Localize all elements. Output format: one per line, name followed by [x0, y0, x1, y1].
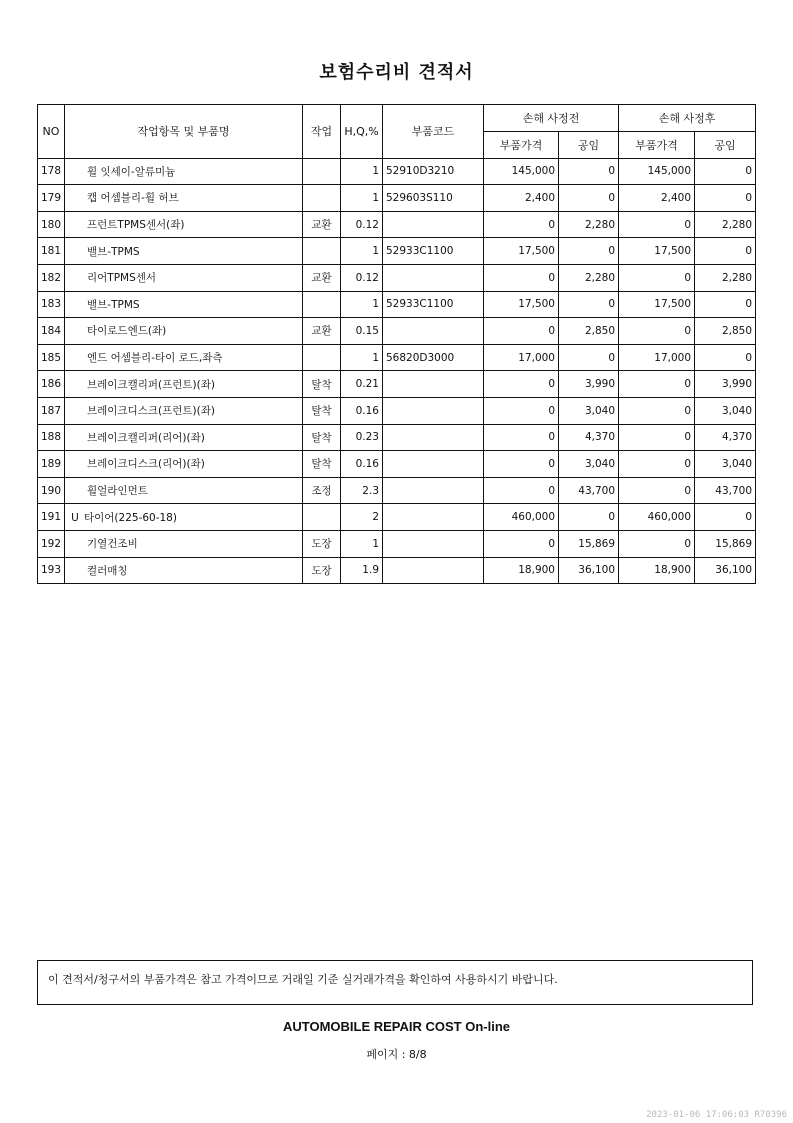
cell-part-code — [383, 371, 484, 398]
cell-before-labor: 3,040 — [559, 397, 619, 424]
cell-work: 교환 — [303, 211, 341, 238]
cell-hq: 1 — [341, 291, 383, 318]
cell-before-labor: 0 — [559, 291, 619, 318]
cell-before-labor: 0 — [559, 185, 619, 212]
cell-work — [303, 344, 341, 371]
cell-work — [303, 504, 341, 531]
cell-hq: 1 — [341, 530, 383, 557]
cell-part-code: 56820D3000 — [383, 344, 484, 371]
cell-no: 182 — [38, 264, 65, 291]
cell-item — [65, 504, 303, 531]
cell-no: 188 — [38, 424, 65, 451]
cell-after-part-price: 18,900 — [619, 557, 695, 584]
cell-after-labor: 3,040 — [695, 397, 756, 424]
cell-no: 192 — [38, 530, 65, 557]
cell-before-part-price: 0 — [484, 371, 559, 398]
cell-item-text: 타이어(225-60-18) — [84, 511, 177, 524]
cell-after-part-price: 0 — [619, 530, 695, 557]
cell-no: 180 — [38, 211, 65, 238]
cell-part-code: 52933C1100 — [383, 291, 484, 318]
cell-part-code — [383, 318, 484, 345]
page-number: 페이지 : 8/8 — [366, 1048, 427, 1061]
cell-item: 기열건조비 — [65, 530, 303, 557]
cell-item: 브레이크디스크(리어)(좌) — [65, 451, 303, 478]
cell-after-labor: 0 — [695, 344, 756, 371]
cell-item: 프런트TPMS센서(좌) — [65, 211, 303, 238]
cell-work — [303, 238, 341, 265]
cell-work: 도장 — [303, 557, 341, 584]
cell-after-part-price: 17,500 — [619, 291, 695, 318]
cell-part-code: 52910D3210 — [383, 158, 484, 185]
cell-after-labor: 3,040 — [695, 451, 756, 478]
cell-work — [303, 291, 341, 318]
cell-no: 190 — [38, 477, 65, 504]
cell-after-part-price: 0 — [619, 371, 695, 398]
table-body — [38, 158, 756, 584]
cell-hq: 1 — [341, 158, 383, 185]
cell-work — [303, 158, 341, 185]
cell-before-labor: 2,280 — [559, 264, 619, 291]
cell-before-part-price: 17,500 — [484, 291, 559, 318]
header-after-group: 손해 사정후 — [619, 105, 756, 132]
cell-hq: 0.16 — [341, 451, 383, 478]
cell-before-labor: 0 — [559, 238, 619, 265]
cell-after-labor: 0 — [695, 504, 756, 531]
header-hq: H,Q,% — [341, 105, 383, 159]
table-row — [38, 397, 756, 424]
cell-item: 컬러매칭 — [65, 557, 303, 584]
cell-part-code — [383, 477, 484, 504]
cell-before-part-price: 0 — [484, 211, 559, 238]
cell-after-labor: 4,370 — [695, 424, 756, 451]
cell-before-labor: 36,100 — [559, 557, 619, 584]
cell-after-part-price: 2,400 — [619, 185, 695, 212]
cell-before-labor: 0 — [559, 344, 619, 371]
cell-part-code — [383, 424, 484, 451]
table-row — [38, 477, 756, 504]
cell-work: 도장 — [303, 530, 341, 557]
table-row — [38, 424, 756, 451]
cell-before-part-price: 0 — [484, 451, 559, 478]
table-row — [38, 344, 756, 371]
cell-no: 183 — [38, 291, 65, 318]
cell-hq: 0.21 — [341, 371, 383, 398]
cell-part-code — [383, 557, 484, 584]
cell-item: 타이로드엔드(좌) — [65, 318, 303, 345]
cell-after-part-price: 17,000 — [619, 344, 695, 371]
cell-hq: 0.12 — [341, 211, 383, 238]
cell-after-part-price: 0 — [619, 318, 695, 345]
cell-part-code — [383, 451, 484, 478]
cell-item: 브레이크캘리퍼(리어)(좌) — [65, 424, 303, 451]
cell-no: 187 — [38, 397, 65, 424]
cell-after-labor: 0 — [695, 185, 756, 212]
notice-box — [37, 960, 753, 1005]
cell-work: 교환 — [303, 264, 341, 291]
header-code: 부품코드 — [383, 105, 484, 159]
cell-after-labor: 43,700 — [695, 477, 756, 504]
cell-part-code — [383, 530, 484, 557]
cell-before-labor: 15,869 — [559, 530, 619, 557]
cell-before-part-price: 460,000 — [484, 504, 559, 531]
cell-after-part-price: 0 — [619, 264, 695, 291]
cell-item: 리어TPMS센서 — [65, 264, 303, 291]
document-title: 보험수리비 견적서 — [319, 62, 474, 83]
cell-before-part-price: 17,500 — [484, 238, 559, 265]
table-row — [38, 557, 756, 584]
cell-after-part-price: 145,000 — [619, 158, 695, 185]
header-work: 작업 — [303, 105, 341, 159]
cell-part-code: 529603S110 — [383, 185, 484, 212]
cell-work: 교환 — [303, 318, 341, 345]
cell-before-part-price: 0 — [484, 424, 559, 451]
cell-hq: 0.15 — [341, 318, 383, 345]
footer-title: AUTOMOBILE REPAIR COST On-line — [282, 1019, 511, 1034]
cell-work: 탈착 — [303, 371, 341, 398]
cell-hq: 1 — [341, 238, 383, 265]
cell-no: 186 — [38, 371, 65, 398]
header-no: NO — [38, 105, 65, 159]
cell-before-part-price: 0 — [484, 477, 559, 504]
cell-before-labor: 43,700 — [559, 477, 619, 504]
header-item: 작업항목 및 부품명 — [65, 105, 303, 159]
header-before-group: 손해 사정전 — [484, 105, 619, 132]
print-stamp: 2023-01-06 17:06:03 R70396 — [646, 1110, 787, 1120]
cell-part-code: 52933C1100 — [383, 238, 484, 265]
table-row — [38, 530, 756, 557]
cell-item: 휠얼라인먼트 — [65, 477, 303, 504]
cell-after-part-price: 0 — [619, 451, 695, 478]
cell-no: 191 — [38, 504, 65, 531]
table-row — [38, 291, 756, 318]
table-row — [38, 185, 756, 212]
cell-no: 179 — [38, 185, 65, 212]
cell-hq: 1 — [341, 185, 383, 212]
cell-after-labor: 0 — [695, 158, 756, 185]
cell-after-labor: 15,869 — [695, 530, 756, 557]
cell-before-part-price: 145,000 — [484, 158, 559, 185]
cell-part-code — [383, 211, 484, 238]
cell-hq: 1 — [341, 344, 383, 371]
cell-after-labor: 2,280 — [695, 211, 756, 238]
cell-after-labor: 2,280 — [695, 264, 756, 291]
estimate-table — [37, 104, 756, 584]
cell-item: 휠 잇세이-알류미늄 — [65, 158, 303, 185]
table-row — [38, 371, 756, 398]
table-row — [38, 211, 756, 238]
cell-before-part-price: 0 — [484, 318, 559, 345]
cell-mark: U — [71, 511, 79, 524]
cell-hq: 1.9 — [341, 557, 383, 584]
cell-before-labor: 2,280 — [559, 211, 619, 238]
cell-no: 181 — [38, 238, 65, 265]
table-row — [38, 504, 756, 531]
cell-part-code — [383, 264, 484, 291]
cell-after-part-price: 0 — [619, 397, 695, 424]
header-after-labor: 공임 — [695, 132, 756, 159]
table-row — [38, 238, 756, 265]
cell-before-part-price: 17,000 — [484, 344, 559, 371]
cell-no: 189 — [38, 451, 65, 478]
cell-after-labor: 3,990 — [695, 371, 756, 398]
cell-work: 탈착 — [303, 451, 341, 478]
cell-no: 193 — [38, 557, 65, 584]
cell-part-code — [383, 504, 484, 531]
table-row — [38, 264, 756, 291]
cell-part-code — [383, 397, 484, 424]
cell-before-part-price: 0 — [484, 530, 559, 557]
cell-before-part-price: 18,900 — [484, 557, 559, 584]
cell-hq: 0.23 — [341, 424, 383, 451]
cell-after-part-price: 0 — [619, 211, 695, 238]
cell-after-labor: 36,100 — [695, 557, 756, 584]
cell-before-part-price: 0 — [484, 397, 559, 424]
cell-before-part-price: 0 — [484, 264, 559, 291]
cell-item: 브레이크캘리퍼(프런트)(좌) — [65, 371, 303, 398]
cell-before-labor: 0 — [559, 158, 619, 185]
cell-work: 조정 — [303, 477, 341, 504]
cell-hq: 2 — [341, 504, 383, 531]
cell-no: 185 — [38, 344, 65, 371]
cell-work — [303, 185, 341, 212]
table-row — [38, 451, 756, 478]
cell-after-part-price: 460,000 — [619, 504, 695, 531]
cell-before-part-price: 2,400 — [484, 185, 559, 212]
cell-after-part-price: 0 — [619, 424, 695, 451]
cell-no: 178 — [38, 158, 65, 185]
cell-after-part-price: 17,500 — [619, 238, 695, 265]
table-row — [38, 318, 756, 345]
header-after-part-price: 부품가격 — [619, 132, 695, 159]
cell-after-labor: 0 — [695, 291, 756, 318]
cell-item: 브레이크디스크(프런트)(좌) — [65, 397, 303, 424]
cell-before-labor: 3,040 — [559, 451, 619, 478]
cell-item: 엔드 어셈블리-타이 로드,좌측 — [65, 344, 303, 371]
cell-hq: 2.3 — [341, 477, 383, 504]
cell-item: 밸브-TPMS — [65, 291, 303, 318]
header-before-part-price: 부품가격 — [484, 132, 559, 159]
cell-after-part-price: 0 — [619, 477, 695, 504]
cell-before-labor: 0 — [559, 504, 619, 531]
cell-item: 밸브-TPMS — [65, 238, 303, 265]
cell-work: 탈착 — [303, 397, 341, 424]
notice-text: 이 견적서/청구서의 부품가격은 참고 가격이므로 거래일 기준 실거래가격을 확인하여 사용하시기 바랍니다. — [48, 973, 558, 986]
cell-before-labor: 4,370 — [559, 424, 619, 451]
cell-after-labor: 2,850 — [695, 318, 756, 345]
cell-before-labor: 2,850 — [559, 318, 619, 345]
cell-before-labor: 3,990 — [559, 371, 619, 398]
table-row — [38, 158, 756, 185]
cell-hq: 0.12 — [341, 264, 383, 291]
cell-work: 탈착 — [303, 424, 341, 451]
cell-no: 184 — [38, 318, 65, 345]
header-before-labor: 공임 — [559, 132, 619, 159]
cell-hq: 0.16 — [341, 397, 383, 424]
cell-item: 캡 어셈블리-휠 허브 — [65, 185, 303, 212]
cell-after-labor: 0 — [695, 238, 756, 265]
